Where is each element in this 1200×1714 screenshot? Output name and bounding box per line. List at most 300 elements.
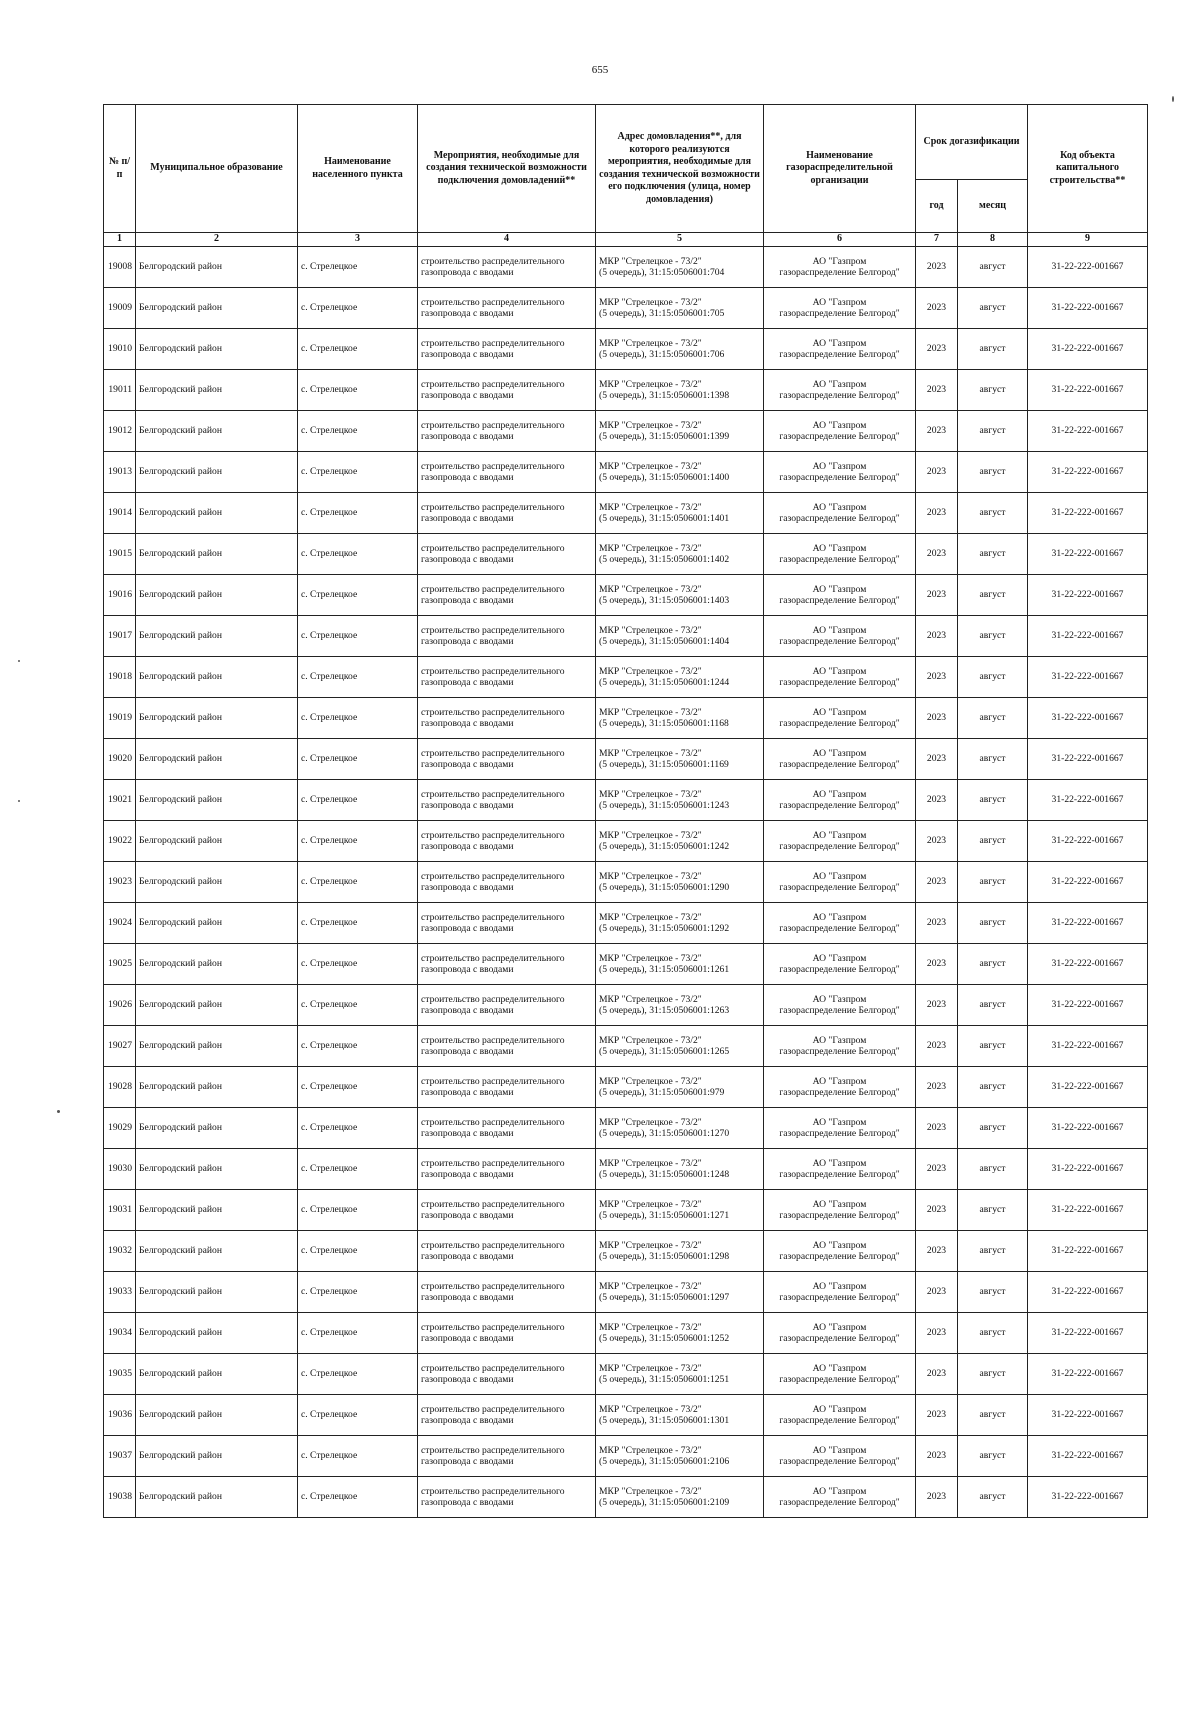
organization-cell bbox=[764, 1272, 916, 1313]
measures-cell: строительство распределительного газопровода с вводами bbox=[418, 944, 596, 985]
address-line-2: (5 очередь), 31:15:0506001:704 bbox=[599, 267, 725, 278]
municipality-cell: Белгородский район bbox=[136, 1477, 298, 1518]
address-line-2: (5 очередь), 31:15:0506001:1263 bbox=[599, 1005, 730, 1016]
organization-line-1: АО "Газпром bbox=[812, 1403, 867, 1415]
organization-line-1: АО "Газпром bbox=[812, 624, 867, 636]
organization-line-1: АО "Газпром bbox=[812, 1280, 867, 1292]
municipality-cell: Белгородский район bbox=[136, 288, 298, 329]
year-cell: 2023 bbox=[916, 1354, 958, 1395]
address-cell bbox=[596, 1477, 764, 1518]
year-cell: 2023 bbox=[916, 1026, 958, 1067]
address-line-1: МКР "Стрелецкое - 73/2" bbox=[599, 624, 702, 636]
organization-line-1: АО "Газпром bbox=[812, 993, 867, 1005]
table-header bbox=[104, 105, 1148, 247]
object-code-cell: 31-22-222-001667 bbox=[1028, 1026, 1148, 1067]
organization-line-2: газораспределение Белгород" bbox=[779, 267, 900, 278]
table-row bbox=[104, 780, 1148, 821]
measures-cell: строительство распределительного газопровода с вводами bbox=[418, 1190, 596, 1231]
organization-line-2: газораспределение Белгород" bbox=[779, 1333, 900, 1344]
object-code-cell: 31-22-222-001667 bbox=[1028, 247, 1148, 288]
measures-cell: строительство распределительного газопровода с вводами bbox=[418, 1477, 596, 1518]
address-line-2: (5 очередь), 31:15:0506001:1261 bbox=[599, 964, 730, 975]
address-cell bbox=[596, 370, 764, 411]
settlement-cell: с. Стрелецкое bbox=[298, 493, 418, 534]
organization-line-1: АО "Газпром bbox=[812, 829, 867, 841]
row-number: 19023 bbox=[104, 862, 136, 903]
settlement-cell: с. Стрелецкое bbox=[298, 780, 418, 821]
municipality-cell: Белгородский район bbox=[136, 247, 298, 288]
month-cell: август bbox=[958, 944, 1028, 985]
address-line-2: (5 очередь), 31:15:0506001:1399 bbox=[599, 431, 730, 442]
organization-line-2: газораспределение Белгород" bbox=[779, 882, 900, 893]
column-number: 4 bbox=[418, 233, 596, 247]
year-cell: 2023 bbox=[916, 657, 958, 698]
measures-cell: строительство распределительного газопровода с вводами bbox=[418, 698, 596, 739]
address-cell bbox=[596, 1026, 764, 1067]
table-row bbox=[104, 1395, 1148, 1436]
organization-line-1: АО "Газпром bbox=[812, 1362, 867, 1374]
year-cell: 2023 bbox=[916, 616, 958, 657]
organization-line-2: газораспределение Белгород" bbox=[779, 759, 900, 770]
address-line-1: МКР "Стрелецкое - 73/2" bbox=[599, 1362, 702, 1374]
row-number: 19026 bbox=[104, 985, 136, 1026]
municipality-cell: Белгородский район bbox=[136, 452, 298, 493]
settlement-cell: с. Стрелецкое bbox=[298, 1231, 418, 1272]
organization-line-2: газораспределение Белгород" bbox=[779, 636, 900, 647]
address-cell bbox=[596, 411, 764, 452]
settlement-cell: с. Стрелецкое bbox=[298, 1436, 418, 1477]
organization-line-2: газораспределение Белгород" bbox=[779, 554, 900, 565]
organization-line-2: газораспределение Белгород" bbox=[779, 349, 900, 360]
object-code-cell: 31-22-222-001667 bbox=[1028, 739, 1148, 780]
table-row bbox=[104, 1067, 1148, 1108]
address-line-1: МКР "Стрелецкое - 73/2" bbox=[599, 1198, 702, 1210]
table-row bbox=[104, 985, 1148, 1026]
object-code-cell: 31-22-222-001667 bbox=[1028, 903, 1148, 944]
settlement-cell: с. Стрелецкое bbox=[298, 534, 418, 575]
municipality-cell: Белгородский район bbox=[136, 1231, 298, 1272]
table-row bbox=[104, 1313, 1148, 1354]
year-cell: 2023 bbox=[916, 1395, 958, 1436]
row-number: 19022 bbox=[104, 821, 136, 862]
organization-cell bbox=[764, 1313, 916, 1354]
address-cell bbox=[596, 452, 764, 493]
address-line-2: (5 очередь), 31:15:0506001:1297 bbox=[599, 1292, 730, 1303]
table-row bbox=[104, 534, 1148, 575]
organization-cell bbox=[764, 1026, 916, 1067]
month-cell: август bbox=[958, 657, 1028, 698]
settlement-cell: с. Стрелецкое bbox=[298, 1395, 418, 1436]
month-cell: август bbox=[958, 534, 1028, 575]
organization-line-2: газораспределение Белгород" bbox=[779, 1169, 900, 1180]
organization-line-1: АО "Газпром bbox=[812, 542, 867, 554]
organization-line-1: АО "Газпром bbox=[812, 296, 867, 308]
month-cell: август bbox=[958, 1067, 1028, 1108]
gasification-table bbox=[103, 104, 1148, 1518]
table-row bbox=[104, 903, 1148, 944]
organization-cell bbox=[764, 1190, 916, 1231]
municipality-cell: Белгородский район bbox=[136, 493, 298, 534]
organization-line-1: АО "Газпром bbox=[812, 1075, 867, 1087]
organization-cell bbox=[764, 493, 916, 534]
organization-line-2: газораспределение Белгород" bbox=[779, 1087, 900, 1098]
address-line-2: (5 очередь), 31:15:0506001:1401 bbox=[599, 513, 730, 524]
address-line-2: (5 очередь), 31:15:0506001:1400 bbox=[599, 472, 730, 483]
month-cell: август bbox=[958, 862, 1028, 903]
organization-line-2: газораспределение Белгород" bbox=[779, 1292, 900, 1303]
header-address: Адрес домовладения**, для которого реализуются мероприятия, необходимые для создания технической возможности его подключения (улица, номер домовладения) bbox=[596, 105, 764, 233]
municipality-cell: Белгородский район bbox=[136, 1149, 298, 1190]
row-number: 19019 bbox=[104, 698, 136, 739]
municipality-cell: Белгородский район bbox=[136, 821, 298, 862]
year-cell: 2023 bbox=[916, 739, 958, 780]
organization-line-1: АО "Газпром bbox=[812, 1157, 867, 1169]
row-number: 19031 bbox=[104, 1190, 136, 1231]
settlement-cell: с. Стрелецкое bbox=[298, 903, 418, 944]
measures-cell: строительство распределительного газопровода с вводами bbox=[418, 1149, 596, 1190]
column-number-row bbox=[104, 233, 1148, 247]
organization-line-1: АО "Газпром bbox=[812, 788, 867, 800]
object-code-cell: 31-22-222-001667 bbox=[1028, 821, 1148, 862]
measures-cell: строительство распределительного газопровода с вводами bbox=[418, 739, 596, 780]
address-line-1: МКР "Стрелецкое - 73/2" bbox=[599, 1444, 702, 1456]
address-line-2: (5 очередь), 31:15:0506001:1168 bbox=[599, 718, 729, 729]
year-cell: 2023 bbox=[916, 821, 958, 862]
organization-line-1: АО "Газпром bbox=[812, 1485, 867, 1497]
settlement-cell: с. Стрелецкое bbox=[298, 985, 418, 1026]
address-line-1: МКР "Стрелецкое - 73/2" bbox=[599, 870, 702, 882]
settlement-cell: с. Стрелецкое bbox=[298, 944, 418, 985]
month-cell: август bbox=[958, 739, 1028, 780]
year-cell: 2023 bbox=[916, 903, 958, 944]
year-cell: 2023 bbox=[916, 1272, 958, 1313]
organization-line-1: АО "Газпром bbox=[812, 870, 867, 882]
column-number: 1 bbox=[104, 233, 136, 247]
organization-line-2: газораспределение Белгород" bbox=[779, 923, 900, 934]
organization-line-1: АО "Газпром bbox=[812, 419, 867, 431]
row-number: 19012 bbox=[104, 411, 136, 452]
page-number: 655 bbox=[591, 64, 609, 76]
settlement-cell: с. Стрелецкое bbox=[298, 1354, 418, 1395]
column-number: 2 bbox=[136, 233, 298, 247]
address-cell bbox=[596, 1436, 764, 1477]
municipality-cell: Белгородский район bbox=[136, 534, 298, 575]
address-line-1: МКР "Стрелецкое - 73/2" bbox=[599, 1280, 702, 1292]
municipality-cell: Белгородский район bbox=[136, 903, 298, 944]
row-number: 19027 bbox=[104, 1026, 136, 1067]
scan-speck bbox=[1172, 96, 1174, 102]
measures-cell: строительство распределительного газопровода с вводами bbox=[418, 575, 596, 616]
organization-cell bbox=[764, 575, 916, 616]
year-cell: 2023 bbox=[916, 288, 958, 329]
measures-cell: строительство распределительного газопровода с вводами bbox=[418, 780, 596, 821]
scan-speck bbox=[18, 800, 20, 802]
object-code-cell: 31-22-222-001667 bbox=[1028, 452, 1148, 493]
organization-line-2: газораспределение Белгород" bbox=[779, 1046, 900, 1057]
address-line-1: МКР "Стрелецкое - 73/2" bbox=[599, 378, 702, 390]
address-line-2: (5 очередь), 31:15:0506001:1251 bbox=[599, 1374, 730, 1385]
month-cell: август bbox=[958, 329, 1028, 370]
month-cell: август bbox=[958, 1272, 1028, 1313]
municipality-cell: Белгородский район bbox=[136, 1272, 298, 1313]
header-number: № п/п bbox=[104, 105, 136, 233]
table-body bbox=[104, 247, 1148, 1518]
object-code-cell: 31-22-222-001667 bbox=[1028, 1272, 1148, 1313]
measures-cell: строительство распределительного газопровода с вводами bbox=[418, 493, 596, 534]
settlement-cell: с. Стрелецкое bbox=[298, 329, 418, 370]
table-row bbox=[104, 821, 1148, 862]
measures-cell: строительство распределительного газопровода с вводами bbox=[418, 288, 596, 329]
year-cell: 2023 bbox=[916, 1436, 958, 1477]
header-object-code: Код объекта капитального строительства** bbox=[1028, 105, 1148, 233]
municipality-cell: Белгородский район bbox=[136, 657, 298, 698]
organization-cell bbox=[764, 780, 916, 821]
row-number: 19011 bbox=[104, 370, 136, 411]
organization-line-1: АО "Газпром bbox=[812, 337, 867, 349]
measures-cell: строительство распределительного газопровода с вводами bbox=[418, 247, 596, 288]
organization-line-2: газораспределение Белгород" bbox=[779, 1415, 900, 1426]
municipality-cell: Белгородский район bbox=[136, 1108, 298, 1149]
municipality-cell: Белгородский район bbox=[136, 329, 298, 370]
row-number: 19018 bbox=[104, 657, 136, 698]
month-cell: август bbox=[958, 288, 1028, 329]
organization-line-1: АО "Газпром bbox=[812, 583, 867, 595]
month-cell: август bbox=[958, 1313, 1028, 1354]
measures-cell: строительство распределительного газопровода с вводами bbox=[418, 1354, 596, 1395]
row-number: 19029 bbox=[104, 1108, 136, 1149]
measures-cell: строительство распределительного газопровода с вводами bbox=[418, 1436, 596, 1477]
table-row bbox=[104, 1231, 1148, 1272]
measures-cell: строительство распределительного газопровода с вводами bbox=[418, 821, 596, 862]
organization-cell bbox=[764, 1067, 916, 1108]
object-code-cell: 31-22-222-001667 bbox=[1028, 411, 1148, 452]
address-cell bbox=[596, 1272, 764, 1313]
month-cell: август bbox=[958, 1354, 1028, 1395]
year-cell: 2023 bbox=[916, 1067, 958, 1108]
organization-line-1: АО "Газпром bbox=[812, 747, 867, 759]
address-line-1: МКР "Стрелецкое - 73/2" bbox=[599, 911, 702, 923]
organization-cell bbox=[764, 1149, 916, 1190]
address-line-1: МКР "Стрелецкое - 73/2" bbox=[599, 583, 702, 595]
organization-line-1: АО "Газпром bbox=[812, 706, 867, 718]
organization-line-2: газораспределение Белгород" bbox=[779, 677, 900, 688]
table-row bbox=[104, 452, 1148, 493]
header-organization: Наименование газораспределительной организации bbox=[764, 105, 916, 233]
address-line-2: (5 очередь), 31:15:0506001:2106 bbox=[599, 1456, 730, 1467]
organization-line-2: газораспределение Белгород" bbox=[779, 800, 900, 811]
table-row bbox=[104, 288, 1148, 329]
row-number: 19015 bbox=[104, 534, 136, 575]
table-row bbox=[104, 1354, 1148, 1395]
address-line-1: МКР "Стрелецкое - 73/2" bbox=[599, 993, 702, 1005]
address-cell bbox=[596, 780, 764, 821]
municipality-cell: Белгородский район bbox=[136, 985, 298, 1026]
year-cell: 2023 bbox=[916, 698, 958, 739]
table-row bbox=[104, 944, 1148, 985]
object-code-cell: 31-22-222-001667 bbox=[1028, 1477, 1148, 1518]
organization-line-2: газораспределение Белгород" bbox=[779, 595, 900, 606]
organization-cell bbox=[764, 862, 916, 903]
year-cell: 2023 bbox=[916, 575, 958, 616]
measures-cell: строительство распределительного газопровода с вводами bbox=[418, 1231, 596, 1272]
year-cell: 2023 bbox=[916, 452, 958, 493]
year-cell: 2023 bbox=[916, 1313, 958, 1354]
organization-cell bbox=[764, 452, 916, 493]
organization-line-1: АО "Газпром bbox=[812, 255, 867, 267]
address-line-1: МКР "Стрелецкое - 73/2" bbox=[599, 952, 702, 964]
row-number: 19017 bbox=[104, 616, 136, 657]
table-row bbox=[104, 862, 1148, 903]
municipality-cell: Белгородский район bbox=[136, 616, 298, 657]
organization-cell bbox=[764, 657, 916, 698]
measures-cell: строительство распределительного газопровода с вводами bbox=[418, 616, 596, 657]
organization-line-2: газораспределение Белгород" bbox=[779, 841, 900, 852]
address-line-1: МКР "Стрелецкое - 73/2" bbox=[599, 337, 702, 349]
organization-line-2: газораспределение Белгород" bbox=[779, 718, 900, 729]
measures-cell: строительство распределительного газопровода с вводами bbox=[418, 1313, 596, 1354]
settlement-cell: с. Стрелецкое bbox=[298, 575, 418, 616]
header-measures: Мероприятия, необходимые для создания технической возможности подключения домовладений** bbox=[418, 105, 596, 233]
year-cell: 2023 bbox=[916, 1231, 958, 1272]
address-cell bbox=[596, 1067, 764, 1108]
object-code-cell: 31-22-222-001667 bbox=[1028, 493, 1148, 534]
object-code-cell: 31-22-222-001667 bbox=[1028, 370, 1148, 411]
month-cell: август bbox=[958, 1231, 1028, 1272]
municipality-cell: Белгородский район bbox=[136, 411, 298, 452]
address-cell bbox=[596, 944, 764, 985]
table-row bbox=[104, 616, 1148, 657]
municipality-cell: Белгородский район bbox=[136, 1313, 298, 1354]
measures-cell: строительство распределительного газопровода с вводами bbox=[418, 903, 596, 944]
year-cell: 2023 bbox=[916, 534, 958, 575]
address-cell bbox=[596, 616, 764, 657]
year-cell: 2023 bbox=[916, 1190, 958, 1231]
address-line-1: МКР "Стрелецкое - 73/2" bbox=[599, 1403, 702, 1415]
month-cell: август bbox=[958, 452, 1028, 493]
year-cell: 2023 bbox=[916, 1477, 958, 1518]
organization-line-2: газораспределение Белгород" bbox=[779, 1128, 900, 1139]
organization-line-2: газораспределение Белгород" bbox=[779, 964, 900, 975]
address-line-2: (5 очередь), 31:15:0506001:705 bbox=[599, 308, 725, 319]
measures-cell: строительство распределительного газопровода с вводами bbox=[418, 1108, 596, 1149]
address-line-1: МКР "Стрелецкое - 73/2" bbox=[599, 501, 702, 513]
measures-cell: строительство распределительного газопровода с вводами bbox=[418, 452, 596, 493]
settlement-cell: с. Стрелецкое bbox=[298, 1067, 418, 1108]
address-line-2: (5 очередь), 31:15:0506001:706 bbox=[599, 349, 725, 360]
address-line-2: (5 очередь), 31:15:0506001:1242 bbox=[599, 841, 730, 852]
municipality-cell: Белгородский район bbox=[136, 575, 298, 616]
organization-line-2: газораспределение Белгород" bbox=[779, 1005, 900, 1016]
object-code-cell: 31-22-222-001667 bbox=[1028, 1149, 1148, 1190]
address-line-1: МКР "Стрелецкое - 73/2" bbox=[599, 706, 702, 718]
object-code-cell: 31-22-222-001667 bbox=[1028, 657, 1148, 698]
organization-line-2: газораспределение Белгород" bbox=[779, 1374, 900, 1385]
address-line-2: (5 очередь), 31:15:0506001:1398 bbox=[599, 390, 730, 401]
address-line-1: МКР "Стрелецкое - 73/2" bbox=[599, 1321, 702, 1333]
municipality-cell: Белгородский район bbox=[136, 739, 298, 780]
object-code-cell: 31-22-222-001667 bbox=[1028, 329, 1148, 370]
measures-cell: строительство распределительного газопровода с вводами bbox=[418, 657, 596, 698]
address-line-1: МКР "Стрелецкое - 73/2" bbox=[599, 1034, 702, 1046]
address-line-2: (5 очередь), 31:15:0506001:2109 bbox=[599, 1497, 730, 1508]
table-row bbox=[104, 247, 1148, 288]
object-code-cell: 31-22-222-001667 bbox=[1028, 1108, 1148, 1149]
organization-line-2: газораспределение Белгород" bbox=[779, 1456, 900, 1467]
organization-cell bbox=[764, 739, 916, 780]
table-row bbox=[104, 1272, 1148, 1313]
address-cell bbox=[596, 1354, 764, 1395]
address-line-2: (5 очередь), 31:15:0506001:1243 bbox=[599, 800, 730, 811]
object-code-cell: 31-22-222-001667 bbox=[1028, 1231, 1148, 1272]
table-row bbox=[104, 411, 1148, 452]
address-cell bbox=[596, 247, 764, 288]
month-cell: август bbox=[958, 1108, 1028, 1149]
address-cell bbox=[596, 1190, 764, 1231]
month-cell: август bbox=[958, 411, 1028, 452]
organization-line-2: газораспределение Белгород" bbox=[779, 1251, 900, 1262]
settlement-cell: с. Стрелецкое bbox=[298, 698, 418, 739]
organization-cell bbox=[764, 985, 916, 1026]
month-cell: август bbox=[958, 1477, 1028, 1518]
measures-cell: строительство распределительного газопровода с вводами bbox=[418, 1395, 596, 1436]
municipality-cell: Белгородский район bbox=[136, 370, 298, 411]
address-cell bbox=[596, 698, 764, 739]
measures-cell: строительство распределительного газопровода с вводами bbox=[418, 329, 596, 370]
year-cell: 2023 bbox=[916, 1149, 958, 1190]
address-cell bbox=[596, 1395, 764, 1436]
settlement-cell: с. Стрелецкое bbox=[298, 288, 418, 329]
organization-line-1: АО "Газпром bbox=[812, 1116, 867, 1128]
address-line-1: МКР "Стрелецкое - 73/2" bbox=[599, 788, 702, 800]
address-line-1: МКР "Стрелецкое - 73/2" bbox=[599, 1116, 702, 1128]
address-line-1: МКР "Стрелецкое - 73/2" bbox=[599, 419, 702, 431]
municipality-cell: Белгородский район bbox=[136, 1395, 298, 1436]
address-line-1: МКР "Стрелецкое - 73/2" bbox=[599, 747, 702, 759]
measures-cell: строительство распределительного газопровода с вводами bbox=[418, 534, 596, 575]
measures-cell: строительство распределительного газопровода с вводами bbox=[418, 370, 596, 411]
address-line-2: (5 очередь), 31:15:0506001:1265 bbox=[599, 1046, 730, 1057]
address-line-2: (5 очередь), 31:15:0506001:1252 bbox=[599, 1333, 730, 1344]
month-cell: август bbox=[958, 903, 1028, 944]
settlement-cell: с. Стрелецкое bbox=[298, 1149, 418, 1190]
object-code-cell: 31-22-222-001667 bbox=[1028, 288, 1148, 329]
organization-cell bbox=[764, 944, 916, 985]
organization-line-1: АО "Газпром bbox=[812, 1198, 867, 1210]
column-number: 3 bbox=[298, 233, 418, 247]
table-row bbox=[104, 739, 1148, 780]
header-term: Срок догазификации bbox=[916, 105, 1028, 180]
address-line-1: МКР "Стрелецкое - 73/2" bbox=[599, 1075, 702, 1087]
table-row bbox=[104, 1190, 1148, 1231]
column-number: 9 bbox=[1028, 233, 1148, 247]
settlement-cell: с. Стрелецкое bbox=[298, 247, 418, 288]
organization-cell bbox=[764, 1436, 916, 1477]
row-number: 19008 bbox=[104, 247, 136, 288]
municipality-cell: Белгородский район bbox=[136, 1354, 298, 1395]
column-number: 5 bbox=[596, 233, 764, 247]
object-code-cell: 31-22-222-001667 bbox=[1028, 575, 1148, 616]
municipality-cell: Белгородский район bbox=[136, 1067, 298, 1108]
organization-line-1: АО "Газпром bbox=[812, 665, 867, 677]
address-cell bbox=[596, 288, 764, 329]
address-line-1: МКР "Стрелецкое - 73/2" bbox=[599, 1485, 702, 1497]
organization-line-1: АО "Газпром bbox=[812, 1239, 867, 1251]
organization-cell bbox=[764, 534, 916, 575]
organization-line-1: АО "Газпром bbox=[812, 911, 867, 923]
settlement-cell: с. Стрелецкое bbox=[298, 1477, 418, 1518]
object-code-cell: 31-22-222-001667 bbox=[1028, 944, 1148, 985]
table-row bbox=[104, 493, 1148, 534]
